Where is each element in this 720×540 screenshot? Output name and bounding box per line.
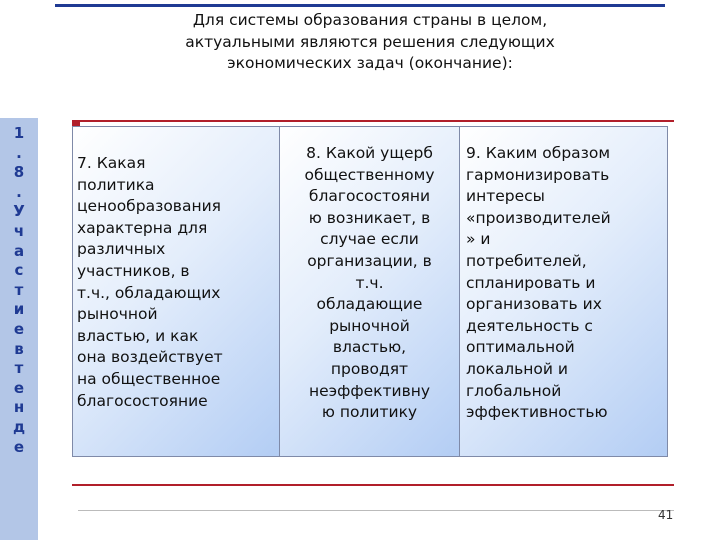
side-char: д	[12, 417, 26, 436]
side-char: с	[14, 261, 24, 280]
title-line: экономических задач (окончание):	[227, 54, 513, 72]
cell-line: потребителей,	[466, 251, 587, 270]
cell-line: деятельность с	[466, 316, 593, 335]
cell-line: 7. Какая	[77, 154, 146, 172]
side-char: е	[13, 319, 25, 338]
task-table	[72, 126, 668, 457]
red-rule-bottom	[72, 484, 674, 486]
cell-line: эффективностью	[466, 403, 608, 422]
cell-line: политика	[77, 175, 155, 194]
cell-line: рыночной	[77, 305, 158, 324]
side-char: т	[14, 280, 24, 299]
title-line: актуальными являются решения следующих	[185, 32, 555, 51]
cell-line: обладающие	[316, 295, 423, 314]
side-char: и	[13, 300, 25, 319]
side-char: 8	[13, 163, 25, 182]
cell-line: благосостояни	[308, 187, 431, 206]
slide-title	[120, 10, 620, 75]
cell-line: «производителей	[466, 208, 611, 227]
cell-line: 8. Какой ущерб	[306, 144, 433, 162]
cell-line: властью, и как	[77, 326, 199, 345]
cell-line: неэффективну	[308, 381, 431, 400]
cell-line: общественному	[304, 165, 435, 184]
cell-line: организовать их	[466, 295, 602, 314]
cell-line: т.ч.	[355, 273, 384, 292]
gray-rule	[78, 510, 674, 511]
side-char: .	[16, 143, 22, 162]
cell-line: интересы	[466, 187, 545, 206]
red-rule-top	[72, 120, 674, 122]
cell-line: характерна для	[77, 218, 208, 237]
cell-line: случае если	[320, 230, 419, 249]
page-number: 41	[658, 508, 674, 522]
side-char: ч	[13, 221, 25, 240]
cell-line: она воздействует	[77, 348, 223, 367]
cell-line: на общественное	[77, 369, 221, 388]
cell-line: участников, в	[77, 261, 190, 280]
cell-line: рыночной	[329, 316, 410, 335]
cell-line: различных	[77, 240, 166, 259]
side-char: .	[16, 182, 22, 201]
task-cell-7	[73, 127, 279, 456]
side-char: 1	[13, 124, 25, 142]
side-char: а	[13, 241, 25, 260]
cell-line: локальной и	[466, 359, 568, 378]
task-cell-8	[279, 127, 459, 456]
cell-line: гармонизировать	[466, 165, 610, 184]
cell-line: организации, в	[307, 251, 432, 270]
title-line: Для системы образования страны в целом,	[192, 11, 548, 29]
side-char: е	[13, 378, 25, 397]
cell-line: ценообразования	[77, 197, 221, 216]
side-char: е	[13, 437, 25, 456]
cell-line: глобальной	[466, 381, 562, 400]
task-cell-9	[459, 127, 667, 456]
cell-line: проводят	[330, 359, 409, 378]
cell-line: 9. Каким образом	[466, 144, 611, 162]
cell-line: оптимальной	[466, 338, 575, 357]
cell-line: благосостояние	[77, 391, 208, 410]
cell-line: ю возникает, в	[308, 208, 431, 227]
cell-line: властью,	[332, 338, 407, 357]
side-char: т	[14, 359, 24, 378]
side-char: н	[13, 398, 25, 417]
side-char: в	[14, 339, 24, 358]
cell-line: ю политику	[321, 403, 418, 422]
side-vertical-text	[0, 124, 38, 457]
cell-line: спланировать и	[466, 273, 596, 292]
cell-line: т.ч., обладающих	[77, 283, 221, 302]
side-char: У	[13, 202, 25, 221]
top-rule	[55, 4, 665, 7]
cell-line: » и	[466, 230, 491, 249]
